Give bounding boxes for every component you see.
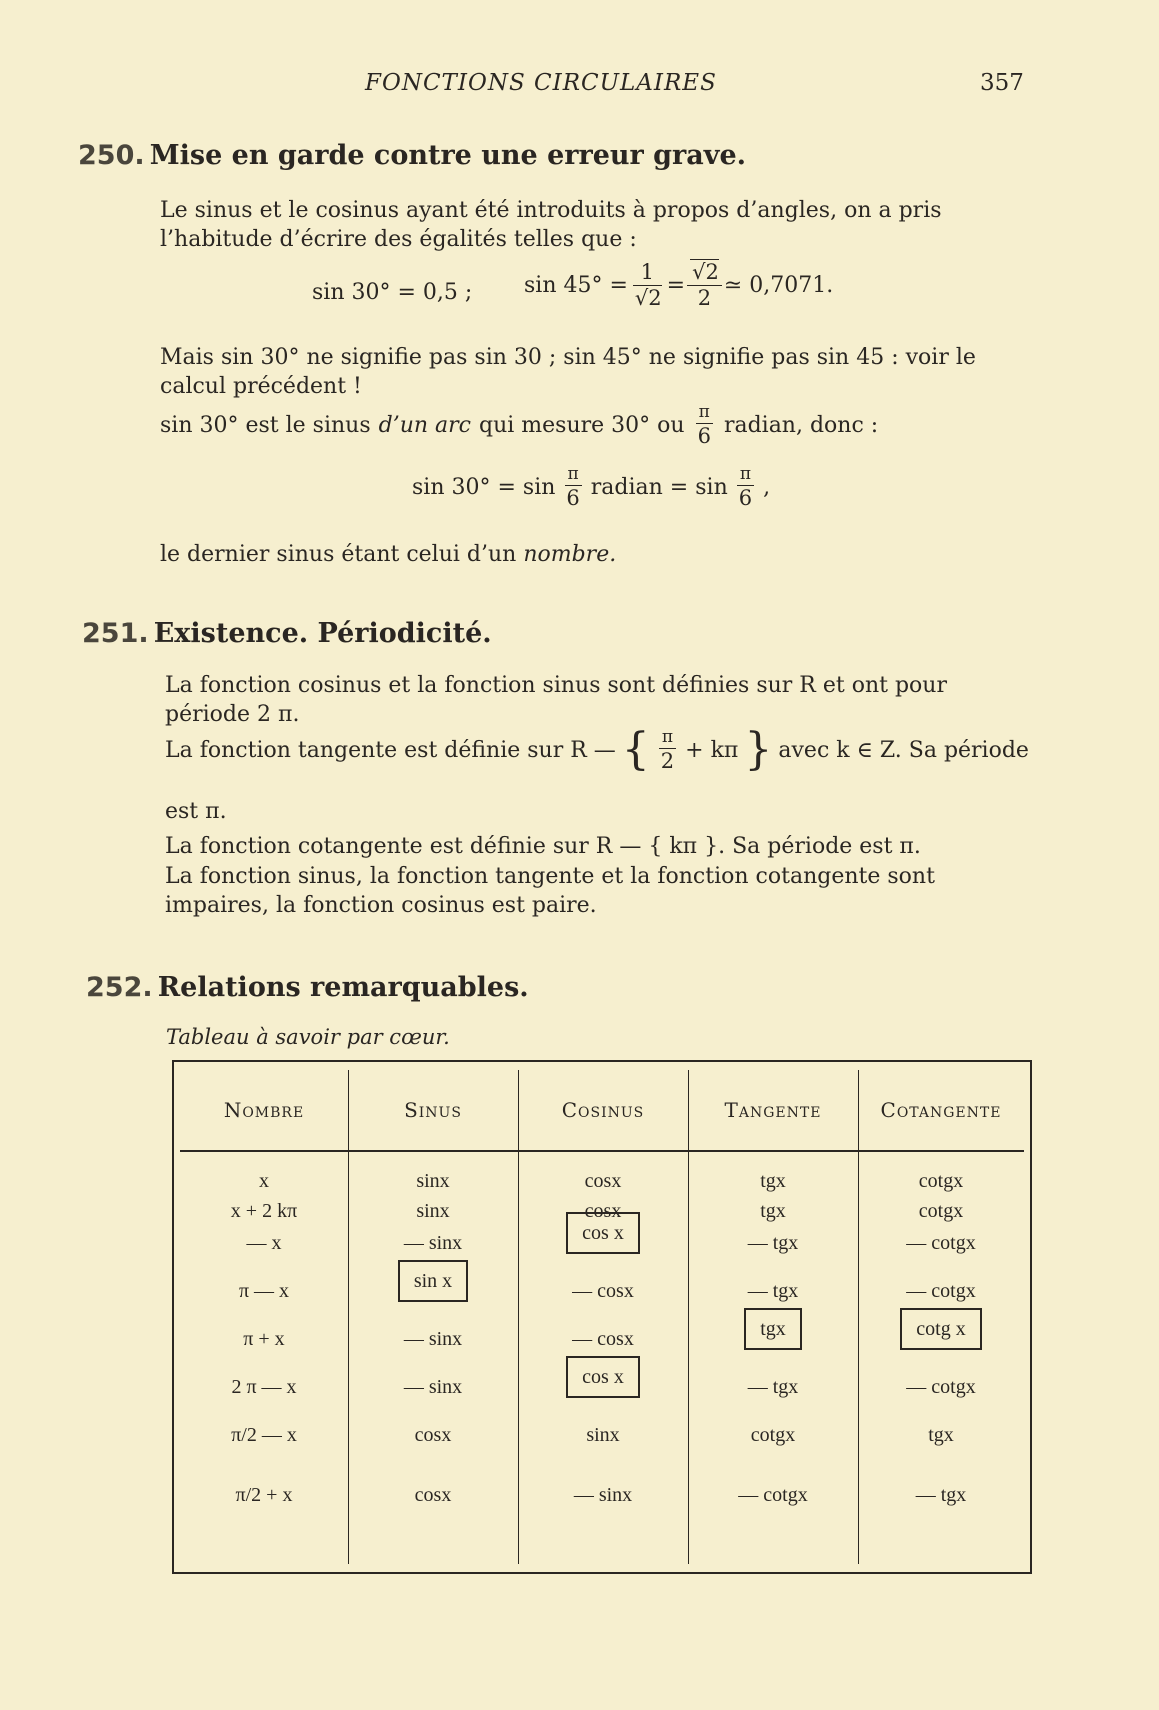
cell-value: — x bbox=[246, 1232, 282, 1254]
close-brace: } bbox=[744, 724, 773, 775]
cell-value: cosx bbox=[414, 1484, 452, 1506]
table-inner bbox=[180, 1070, 1024, 1564]
denominator: 2 bbox=[697, 286, 712, 310]
cell-value: cosx bbox=[584, 1170, 622, 1192]
cell-sinus bbox=[348, 1270, 518, 1293]
fraction-pi-6 bbox=[695, 404, 714, 447]
cell-tangente bbox=[688, 1232, 858, 1255]
boxed-value: sin x bbox=[398, 1260, 468, 1302]
cell-value: — cotgx bbox=[906, 1280, 976, 1302]
eq-lhs: sin 30° = sin bbox=[412, 475, 556, 500]
trig-relations-table bbox=[172, 1060, 1032, 1574]
denominator: 6 bbox=[566, 486, 580, 510]
cell-cotangente bbox=[858, 1376, 1024, 1399]
paragraph-line bbox=[165, 724, 1029, 775]
k-pi: + kπ bbox=[685, 737, 739, 763]
cell-tangente bbox=[688, 1200, 858, 1223]
fraction bbox=[630, 262, 665, 309]
numerator: π bbox=[565, 466, 582, 486]
cell-nombre bbox=[180, 1424, 348, 1447]
cell-sinus bbox=[348, 1484, 518, 1507]
cell-value: x + 2 kπ bbox=[230, 1200, 298, 1222]
cell-cosinus bbox=[518, 1484, 688, 1507]
paragraph-line: La fonction sinus, la fonction tangente et la fonction cotangente sont bbox=[165, 864, 935, 889]
section-number: 250. bbox=[78, 140, 145, 171]
text-italic: d’un arc bbox=[378, 413, 471, 438]
header-nombre: Nombre bbox=[223, 1098, 305, 1122]
cell-value: — cotgx bbox=[906, 1232, 976, 1254]
cell-nombre bbox=[180, 1484, 348, 1507]
eq-mid: radian = sin bbox=[590, 475, 728, 500]
cell-value: — sinx bbox=[403, 1376, 463, 1398]
cell-value: — sinx bbox=[573, 1484, 633, 1506]
cell-value: cotgx bbox=[918, 1170, 964, 1192]
cell-cosinus bbox=[518, 1424, 688, 1447]
text-run: La fonction tangente est définie sur R — bbox=[165, 737, 616, 763]
cell-value: sinx bbox=[416, 1200, 450, 1222]
equation-sin30: sin 30° = 0,5 ; bbox=[312, 280, 473, 305]
header-rule bbox=[180, 1150, 1024, 1152]
cell-cosinus bbox=[518, 1328, 688, 1351]
cell-sinus bbox=[348, 1200, 518, 1223]
cell-tangente bbox=[688, 1484, 858, 1507]
text-italic: nombre. bbox=[523, 542, 617, 567]
cell-value: — cosx bbox=[572, 1328, 634, 1350]
section-title: Mise en garde contre une erreur grave. bbox=[149, 140, 747, 171]
header-cosinus: Cosinus bbox=[561, 1098, 645, 1122]
cell-cosinus bbox=[518, 1222, 688, 1245]
numerator: 1 bbox=[638, 262, 657, 286]
paragraph-line: Mais sin 30° ne signifie pas sin 30 ; sin 45° ne signifie pas sin 45 : voir le bbox=[160, 345, 976, 370]
cell-cotangente bbox=[858, 1484, 1024, 1507]
section-number: 251. bbox=[82, 618, 149, 649]
cell-value: — sinx bbox=[403, 1328, 463, 1350]
cell-cosinus bbox=[518, 1366, 688, 1389]
cell-value: cotgx bbox=[918, 1200, 964, 1222]
denominator: 6 bbox=[738, 486, 753, 510]
cell-value: π/2 — x bbox=[231, 1424, 297, 1446]
cell-value: cosx bbox=[414, 1424, 452, 1446]
boxed-value: cos x bbox=[566, 1356, 640, 1398]
eq-lhs: sin 45° = bbox=[524, 273, 628, 298]
equation-sin30-radian bbox=[412, 466, 770, 509]
cell-value: tgx bbox=[928, 1424, 954, 1446]
cell-value: — sinx bbox=[403, 1232, 463, 1254]
table-caption: Tableau à savoir par cœur. bbox=[166, 1025, 450, 1049]
cell-cotangente bbox=[858, 1318, 1024, 1341]
paragraph-line bbox=[160, 404, 878, 447]
cell-nombre bbox=[180, 1328, 348, 1351]
cell-value: 2 π — x bbox=[231, 1376, 297, 1398]
cell-value: cosx bbox=[584, 1200, 622, 1222]
section-title: Existence. Périodicité. bbox=[153, 618, 492, 649]
running-title: FONCTIONS CIRCULAIRES bbox=[365, 70, 717, 96]
cell-value: π/2 + x bbox=[235, 1484, 293, 1506]
boxed-value: cotg x bbox=[900, 1308, 981, 1350]
paragraph-line: calcul précédent ! bbox=[160, 374, 362, 399]
section-number: 252. bbox=[86, 972, 153, 1003]
sqrt: √2 bbox=[634, 286, 662, 310]
cell-value: — tgx bbox=[747, 1232, 799, 1254]
boxed-value: tgx bbox=[744, 1308, 802, 1350]
cell-tangente bbox=[688, 1376, 858, 1399]
cell-value: — cotgx bbox=[906, 1376, 976, 1398]
cell-value: π — x bbox=[238, 1280, 290, 1302]
equation-sin45 bbox=[524, 262, 833, 309]
denominator: 6 bbox=[697, 424, 711, 448]
cell-tangente bbox=[688, 1318, 858, 1341]
section-250-heading bbox=[78, 140, 746, 171]
cell-tangente bbox=[688, 1424, 858, 1447]
comma: , bbox=[763, 475, 771, 500]
header-cotangente: Cotangente bbox=[880, 1098, 1002, 1122]
header-tangente: Tangente bbox=[724, 1098, 822, 1122]
fraction-pi-2 bbox=[658, 726, 677, 773]
section-252-heading bbox=[86, 972, 529, 1003]
cell-value: tgx bbox=[760, 1170, 786, 1192]
sqrt: √2 bbox=[692, 260, 719, 284]
cell-cosinus bbox=[518, 1170, 688, 1193]
text-run: sin 30° est le sinus bbox=[160, 413, 371, 438]
cell-nombre bbox=[180, 1170, 348, 1193]
cell-value: — tgx bbox=[747, 1376, 799, 1398]
cell-nombre bbox=[180, 1200, 348, 1223]
numerator bbox=[687, 262, 722, 286]
cell-sinus bbox=[348, 1376, 518, 1399]
cell-value: π + x bbox=[243, 1328, 285, 1350]
cell-tangente bbox=[688, 1280, 858, 1303]
paragraph-line: impaires, la fonction cosinus est paire. bbox=[165, 893, 597, 918]
cell-cotangente bbox=[858, 1280, 1024, 1303]
cell-value: — cotgx bbox=[738, 1484, 808, 1506]
cell-cotangente bbox=[858, 1424, 1024, 1447]
cell-value: — cosx bbox=[572, 1280, 634, 1302]
cell-cotangente bbox=[858, 1170, 1024, 1193]
cell-value: — tgx bbox=[747, 1280, 799, 1302]
numerator: π bbox=[659, 729, 676, 749]
text-run: qui mesure 30° ou bbox=[479, 413, 685, 438]
cell-nombre bbox=[180, 1232, 348, 1255]
page-number: 357 bbox=[980, 70, 1024, 96]
cell-value: x bbox=[259, 1170, 269, 1192]
fraction bbox=[687, 262, 722, 309]
cell-sinus bbox=[348, 1170, 518, 1193]
paragraph-line: l’habitude d’écrire des égalités telles que : bbox=[160, 227, 637, 252]
cell-value: tgx bbox=[760, 1200, 786, 1222]
cell-value: cotgx bbox=[750, 1424, 796, 1446]
cell-nombre bbox=[180, 1376, 348, 1399]
paragraph-line: Le sinus et le cosinus ayant été introduits à propos d’angles, on a pris bbox=[160, 198, 942, 223]
text-run: radian, donc : bbox=[723, 413, 879, 438]
cell-nombre bbox=[180, 1280, 348, 1303]
text-run: le dernier sinus étant celui d’un bbox=[160, 542, 517, 567]
paragraph-line: La fonction cotangente est définie sur R — { kπ }. Sa période est π. bbox=[165, 834, 921, 859]
cell-cosinus bbox=[518, 1280, 688, 1303]
fraction-pi-6 bbox=[736, 466, 755, 509]
paragraph-line: période 2 π. bbox=[165, 702, 300, 727]
cell-value: — tgx bbox=[915, 1484, 967, 1506]
numerator: π bbox=[737, 466, 754, 486]
cell-cotangente bbox=[858, 1232, 1024, 1255]
cell-sinus bbox=[348, 1424, 518, 1447]
numerator: π bbox=[696, 404, 713, 424]
cell-sinus bbox=[348, 1328, 518, 1351]
paragraph-line bbox=[160, 540, 616, 569]
equals-sign: = bbox=[666, 273, 686, 298]
paragraph-line: La fonction cosinus et la fonction sinus sont définies sur R et ont pour bbox=[165, 673, 947, 698]
denominator: 2 bbox=[660, 748, 675, 773]
denominator bbox=[630, 286, 665, 309]
header-sinus: Sinus bbox=[404, 1098, 462, 1122]
section-title: Relations remarquables. bbox=[157, 972, 529, 1003]
eq-tail: ≃ 0,7071. bbox=[723, 273, 834, 298]
section-251-heading bbox=[82, 618, 492, 649]
paragraph-line: est π. bbox=[165, 799, 227, 824]
text-run: avec k ∈ Z. Sa période bbox=[778, 737, 1029, 763]
boxed-value: cos x bbox=[566, 1212, 640, 1254]
cell-tangente bbox=[688, 1170, 858, 1193]
cell-value: sinx bbox=[416, 1170, 450, 1192]
cell-cotangente bbox=[858, 1200, 1024, 1223]
fraction-pi-6 bbox=[563, 466, 582, 509]
cell-sinus bbox=[348, 1232, 518, 1255]
open-brace: { bbox=[621, 724, 650, 775]
cell-value: sinx bbox=[586, 1424, 620, 1446]
